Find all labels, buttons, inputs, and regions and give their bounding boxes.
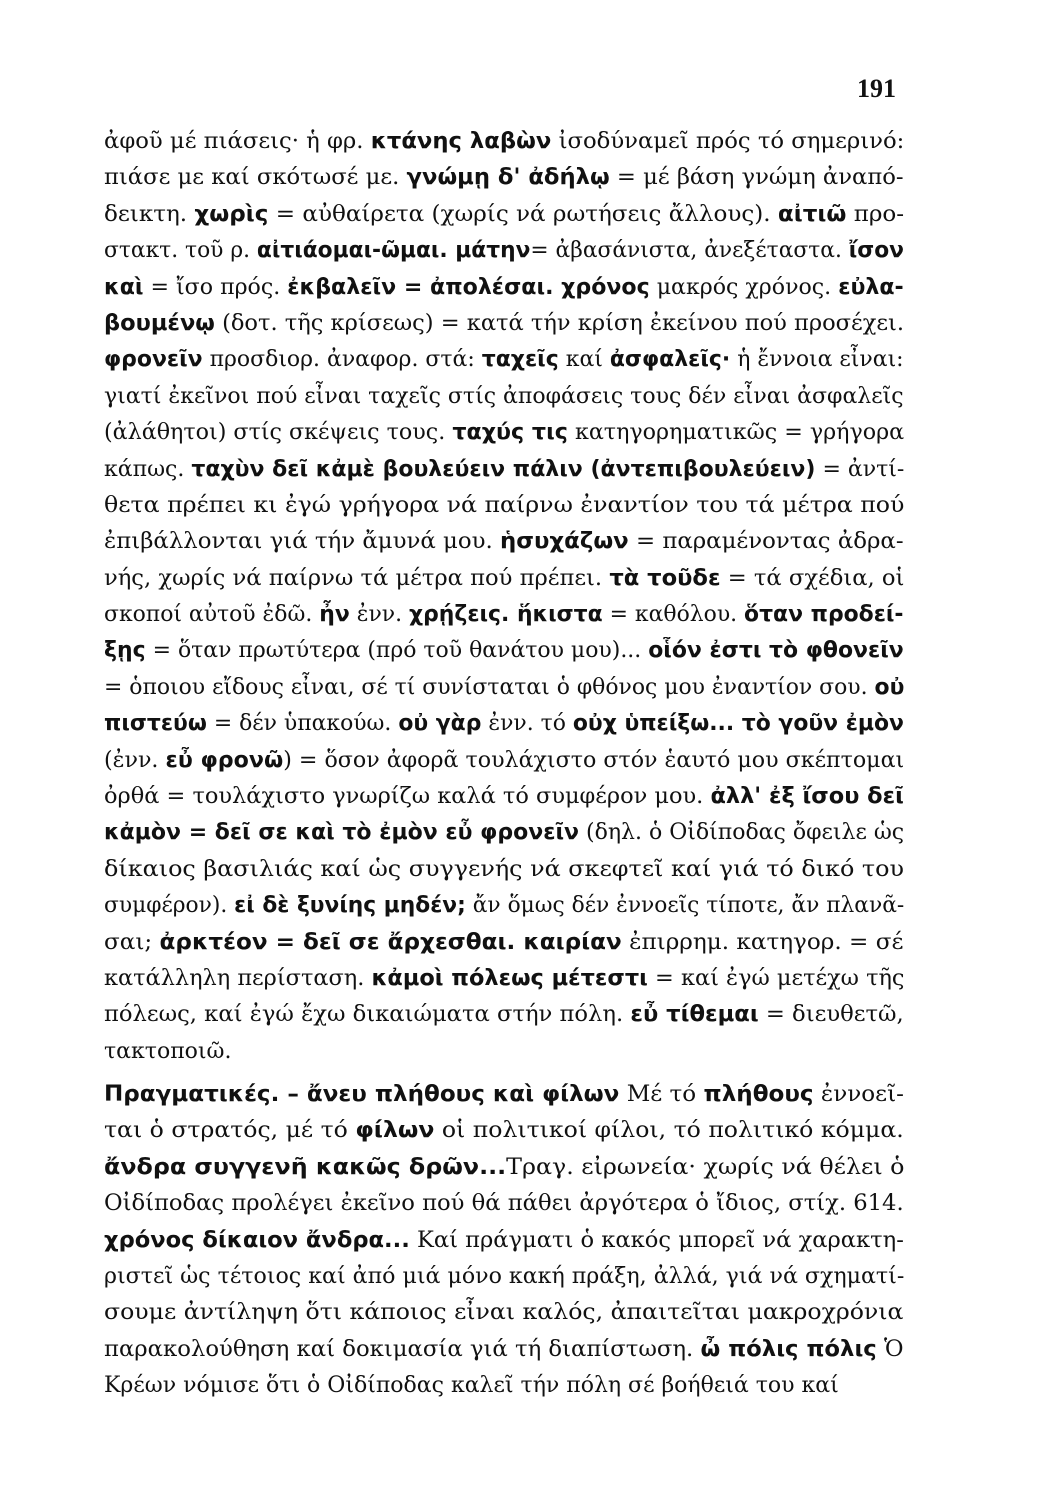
text-line [104,270,904,306]
text-line-content [104,670,904,706]
text-line [104,1034,904,1070]
text-line-content [104,743,904,779]
lemma-term: χρόνος δίκαιον ἄνδρα... [104,1227,410,1253]
text-line-content [104,1223,904,1259]
lemma-term: ἡσυχάζων [499,529,629,555]
gloss-text: ἐνν. τό [481,711,573,737]
text-line [104,1223,904,1259]
text-line [104,1186,904,1222]
gloss-text: σουμε ἀντίληψη ὅτι κάποιος εἶναι καλός, ἀπαιτεῖται μακροχρόνια [104,1300,904,1326]
lemma-term: τὰ τοῦδε [609,565,721,591]
text-line-content [104,1332,904,1368]
gloss-text: ) = ὅσον ἀφορᾶ τουλάχιστο στόν ἑαυτό μου σκέπτομαι [283,747,905,773]
gloss-text: θετα πρέπει κι ἐγώ γρήγορα νά παίρνω ἐναντίον του τά μέτρα πού [104,492,905,518]
text-line [104,452,904,488]
gloss-text: γιατί ἐκεῖνοι πού εἶναι ταχεῖς στίς ἀποφάσεις τους δέν εἶναι ἀσφαλεῖς [104,383,904,409]
gloss-text: νής, χωρίς νά παίρνω τά μέτρα πού πρέπει. [104,565,610,591]
gloss-text: πιάσε με καί σκότωσέ με. [104,165,407,191]
gloss-text: σκοποί αὐτοῦ ἐδῶ. [104,602,320,628]
text-line [104,597,904,633]
lemma-term: ταχεῖς [481,347,559,373]
gloss-text: (δοτ. τῆς κρίσεως) = κατά τήν κρίση ἐκείνου πού προσέχει. [214,310,905,336]
text-line [104,852,904,888]
text-line-content [104,452,904,488]
lemma-term: εὖ φρονῶ [165,747,284,773]
text-line-content [104,342,904,378]
lemma-term: ἀλλ' ἐξ ἴσου δεῖ [710,784,904,810]
text-line-content [104,488,904,524]
lemma-term: οὐ [874,674,905,700]
gloss-text: ται ὁ στρατός, μέ τό [104,1118,356,1144]
text-line-content [104,1295,903,1331]
lemma-term: φίλων [355,1118,435,1144]
text-line-content [104,124,904,160]
text-line [104,488,904,524]
lemma-term: ξῃς [104,638,146,664]
lemma-term: πλήθους [703,1082,814,1107]
text-line [104,925,904,961]
gloss-text: (ἐνν. [104,747,166,773]
lemma-term: κἀμὸν = δεῖ σε καὶ τὸ ἐμὸν εὖ φρονεῖν [104,820,580,846]
gloss-text: ἄν ὅμως δέν ἐννοεῖς τίποτε, ἄν πλανᾶ- [465,893,905,919]
text-line [104,1295,904,1331]
gloss-text: (δηλ. ὁ Οἰδίποδας ὄφειλε ὡς [579,820,905,846]
gloss-text: = τά σχέδια, οἱ [720,565,905,591]
gloss-text: ἡ ἔννοια εἶναι: [730,347,904,373]
gloss-text: σαι; [104,929,160,955]
gloss-text: κατηγορηματικῶς = γρήγορα [567,420,905,446]
gloss-text: συμφέρον). [104,893,235,919]
lemma-term: Πραγματικές. – ἄνευ πλήθους καὶ φίλων [104,1082,620,1107]
lemma-term: ἄνδρα συγγενῆ κακῶς δρῶν... [104,1154,507,1180]
text-line-content [104,925,903,961]
lemma-term: κἀμοὶ πόλεως μέτεστι [371,965,648,991]
text-line [104,815,904,851]
gloss-text: δίκαιος βασιλιάς καί ὡς συγγενής νά σκεφτεῖ καί γιά τό δικό του [104,856,904,882]
gloss-text: = καθόλου. [602,602,745,628]
gloss-text: = ὅταν πρωτύτερα (πρό τοῦ θανάτου μου)... [145,638,649,664]
gloss-text: (ἀλάθητοι) στίς σκέψεις τους. [104,420,453,446]
gloss-text: Κρέων νόμισε ὅτι ὁ Οἰδίποδας καλεῖ τήν πόλη σέ βοήθειά του καί [104,1373,839,1399]
text-line [104,160,904,196]
gloss-text: ἐνν. [349,602,410,628]
text-line-content [104,888,904,924]
gloss-text: = ἴσο πρός. [143,274,288,300]
text-line [104,1077,904,1113]
text-line-content [104,160,904,196]
gloss-text: καί [558,347,610,373]
lemma-term: φρονεῖν [104,347,203,373]
lemma-term: εὖ τίθεμαι [630,1002,759,1028]
text-line [104,888,904,924]
text-line-content [104,633,904,669]
page-number: 191 [857,74,896,103]
lemma-term: αἰτιῶ [777,201,847,227]
gloss-text: στακτ. τοῦ ρ. [104,238,257,264]
lemma-term: καὶ [104,274,144,300]
text-line [104,961,904,997]
lemma-term: ταχύς τις [452,420,568,446]
gloss-text: Ὁ [876,1336,904,1362]
gloss-text: = αὐθαίρετα (χωρίς νά ρωτήσεις ἄλλους). [268,201,778,227]
text-line-content [104,997,904,1033]
text-line [104,342,904,378]
gloss-text: ἀφοῦ μέ πιάσεις· ἡ φρ. [104,129,371,154]
gloss-text: κάπως. [104,456,192,482]
text-line-content [104,852,904,888]
gloss-text: κατάλληλη περίσταση. [104,965,372,991]
gloss-text: ἐννοεῖ- [813,1082,904,1107]
lemma-term: ὦ πόλις πόλις [700,1336,877,1362]
lemma-term: ἀσφαλεῖς· [609,347,731,373]
gloss-text: μακρός χρόνος. [649,274,839,300]
text-line-content [104,1259,904,1295]
lemma-term: κτάνης λαβὼν [370,129,552,154]
text-line-content [104,197,904,233]
gloss-text: = μέ βάση γνώμη ἀναπό- [609,165,904,191]
lemma-term: γνώμῃ δ' ἀδήλῳ [406,165,610,191]
text-line-content [104,1077,904,1113]
text-line [104,1150,904,1186]
text-line-content [104,1186,904,1222]
text-line [104,779,904,815]
gloss-text: ὀρθά = τουλάχιστο γνωρίζω καλά τό συμφέρον μου. [104,784,711,810]
text-line [104,706,904,742]
text-line [104,1259,904,1295]
gloss-text: ἐπιβάλλονται γιά τήν ἄμυνά μου. [104,529,500,555]
gloss-text: = παραμένοντας ἀδρα- [628,529,904,555]
text-line [104,561,904,597]
text-line-content [104,815,904,851]
text-line-content [104,1113,904,1149]
text-line-content [104,1368,839,1404]
text-line [104,743,904,779]
lemma-term: βουμένῳ [104,310,215,336]
lemma-term: ἐκβαλεῖν = ἀπολέσαι. χρόνος [287,274,650,300]
text-line [104,670,904,706]
text-line-content [104,1034,231,1070]
lemma-term: οὐ γὰρ [398,711,482,737]
gloss-text: οἱ πολιτικοί φίλοι, τό πολιτικό κόμμα. [434,1118,904,1144]
text-line [104,1332,904,1368]
gloss-text: προ- [846,201,905,227]
lemma-term: ἴσον [848,238,904,264]
text-line-content [104,706,904,742]
text-line-content [104,415,904,451]
lemma-term: αἰτιάομαι-ῶμαι. μάτην [256,238,531,264]
gloss-text: τακτοποιῶ. [104,1038,232,1064]
lemma-term: εἰ δὲ ξυνίης μηδέν; [234,893,466,919]
text-line [104,379,904,415]
gloss-text: = διευθετῶ, [758,1002,904,1028]
lemma-term: χωρὶς [194,201,269,227]
practical-notes [104,1077,904,1405]
text-line [104,633,904,669]
gloss-text: ἐπιρρημ. κατηγορ. = σέ [621,929,904,955]
lemma-term: ἀρκτέον = δεῖ σε ἄρχεσθαι. καιρίαν [159,929,622,955]
gloss-text: = καί ἐγώ μετέχω τῆς [647,965,905,991]
gloss-text: Μέ τό [619,1082,704,1107]
text-line-content [104,379,904,415]
text-line [104,997,904,1033]
text-line-content [104,779,904,815]
gloss-text: ἰσοδύναμεῖ πρός τό σημερινό: [551,129,905,154]
text-line [104,1368,904,1404]
gloss-text: Καί πράγματι ὁ κακός μπορεῖ νά χαρακτη- [409,1227,904,1253]
text-line [104,197,904,233]
text-line [104,306,904,342]
text-line-content [104,524,904,560]
lemma-term: εὐλα- [838,274,904,300]
text-line [104,1113,904,1149]
text-line-content [104,1150,904,1186]
commentary-notes [104,124,904,1070]
lemma-term: ἦν [319,602,350,628]
lemma-term: χρῄζεις. ἥκιστα [409,602,603,628]
gloss-text: = ἀντί- [815,456,905,482]
lemma-term: οἷόν ἐστι τὸ φθονεῖν [648,638,904,664]
gloss-text: ριστεῖ ὡς τέτοιος καί ἀπό μιά μόνο κακή πράξη, ἀλλά, γιά νά σχηματί- [104,1263,905,1289]
text-line-content [104,270,904,306]
text-line-content [104,561,904,597]
lemma-term: ὅταν προδεί- [744,602,904,628]
text-line [104,233,904,269]
gloss-text: δεικτη. [104,201,195,227]
gloss-text: πόλεως, καί ἐγώ ἔχω δικαιώματα στήν πόλη. [104,1002,631,1028]
text-line-content [104,961,904,997]
gloss-text: = ὁποιου εἴδους εἶναι, σέ τί συνίσταται ὁ φθόνος μου ἐναντίον σου. [104,674,875,700]
lemma-term: πιστεύω [104,711,207,737]
text-line-content [104,597,904,633]
text-line [104,415,904,451]
text-line-content [104,233,904,269]
gloss-text: Οἰδίποδας προλέγει ἐκεῖνο πού θά πάθει ἀργότερα ὁ ἴδιος, στίχ. 614. [104,1191,904,1217]
lemma-term: ταχὺν δεῖ κἀμὲ βουλεύειν πάλιν (ἀντεπιβουλεύειν) [191,456,816,482]
gloss-text: = ἀβασάνιστα, ἀνεξέταστα. [530,238,849,264]
lemma-term: οὐχ ὑπείξω... τὸ γοῦν ἐμὸν [572,711,904,737]
gloss-text: Τραγ. εἰρωνεία· χωρίς νά θέλει ὁ [506,1154,905,1180]
gloss-text: = δέν ὑπακούω. [206,711,399,737]
text-line-content [104,306,904,342]
text-line [104,524,904,560]
text-line [104,124,904,160]
gloss-text: παρακολούθηση καί δοκιμασία γιά τή διαπίστωση. [104,1336,701,1362]
gloss-text: προσδιορ. ἀναφορ. στά: [202,347,482,373]
